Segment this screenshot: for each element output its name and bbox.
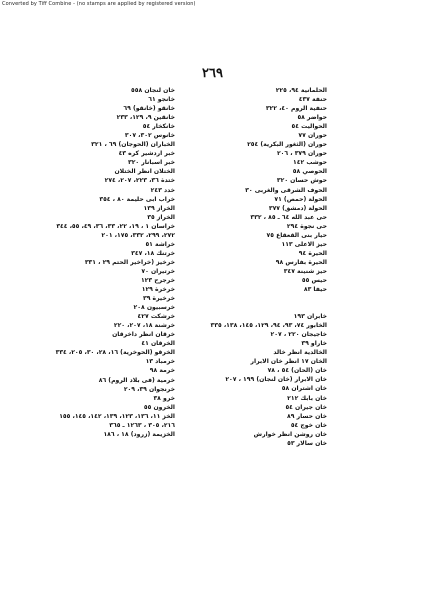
index-entry: خان (الحان) ٥٤ ، ٧٨	[267, 367, 327, 375]
index-entry: خانقو (خانقو) ٦٩	[123, 105, 175, 113]
index-entry: الحواليت ٥٤	[291, 123, 327, 131]
index-entry: خابران ١٩٣	[293, 313, 327, 321]
index-entry: الخراز ١٣٩	[143, 204, 175, 212]
index-entry: الحولة (دمشق) ٣٧٧	[268, 204, 327, 212]
index-entry: خرقان انظر داخرقان	[112, 331, 175, 339]
index-entry: خانوس ٣٠٢، ٣٠٧	[124, 132, 175, 140]
index-entry: خان الابرار (خان لنجان) ١٩٩ ، ٢٠٧	[225, 376, 327, 384]
index-entry: الخالدية انظر خالد	[273, 349, 327, 357]
index-entry: الحوصي ٥٨	[292, 168, 327, 176]
index-entry: خراب ابى حليمة ٨٠ ، ٣٥٤	[99, 195, 175, 203]
index-entry: الخرقو (الحوخرية) ١٦، ٢٨، ٣٠، ٢٠٥، ٣٣٤	[55, 349, 175, 357]
index-entry: حنفية الروم ٤٠، ٣٢٢	[265, 105, 327, 113]
index-entry: الخباران (الحوجان) ٦٩ ، ٣٢١	[91, 141, 175, 149]
index-entry: خراسان ١ ، ١٩، ٢٢، ٣٣، ٣٦، ٤٩، ٥٥، ٣٤٤	[56, 222, 175, 230]
index-entry: خان اشتران ٥٨	[281, 385, 327, 393]
index-entry: خرمباد ١٣	[145, 358, 175, 366]
index-entry: حوران ٧٧	[298, 132, 327, 140]
index-entry: خان بابك ٢١٢	[287, 394, 327, 402]
right-column-section-a	[187, 86, 327, 294]
index-entry: حوشب ١٤٢	[293, 159, 327, 167]
index-entry: حوران ٣٧٩ ، ٢٠٦	[276, 150, 327, 158]
index-entry: الخابور ٧٤، ٩٣، ٩٤، ١٢٩، ١٤٥، ١٣٨، ٣٣٥	[210, 322, 327, 330]
index-entry: حوش حسان ٣٢٠	[276, 177, 327, 185]
index-entry: خان جيران ٥٤	[285, 403, 327, 411]
index-entry: الحلمانية ٩٤، ٢٢٥	[275, 87, 327, 94]
index-entry: خان خوج ٥٤	[290, 421, 327, 429]
index-entry: خان روشن انظر خوارش	[253, 430, 327, 438]
index-entry: خرشنة ١٨، ٢٠٧، ٢٢٠	[113, 322, 175, 330]
index-entry: الخرون ٥٥	[143, 403, 175, 411]
index-entry: خرمة ٩٨	[149, 367, 175, 375]
index-entry: خانكخار ٥٤	[142, 123, 175, 131]
index-entry: خرشكت ٤٢٧	[137, 313, 175, 321]
right-column	[187, 86, 327, 448]
index-entry: الحيرة ٩٤	[298, 249, 327, 257]
index-entry: خرخيرة ٣٩	[142, 295, 175, 303]
index-entry: خرو ٣٨	[153, 394, 175, 402]
index-entry: الحولة (حمص) ٧١	[274, 195, 327, 203]
index-entry: خانقين ٩، ١٢٩، ٢٣٣	[116, 114, 175, 122]
index-entry: الخز ١١، ١٣٦، ١٢٣، ١٣٩، ١٤٢، ١٤٥، ١٥٥	[59, 412, 175, 420]
index-entry: خرجرح ١٢٣	[140, 276, 175, 284]
index-entry: حى عبد الله ٦٤ ـ ٨٥ ، ٣٣٢	[250, 213, 327, 221]
index-entry: خرتنك ١٨، ٣٤٧	[131, 249, 175, 257]
index-entry: خرنجوان ٣٩، ٢٠٩	[123, 385, 175, 393]
index-entry: حنفة ٤٣٧	[298, 96, 327, 104]
right-column-section-b	[187, 312, 327, 448]
index-entry: خرمية (فى بلاد الروم) ٨٦	[98, 376, 175, 384]
index-entry: خانجو ٦١	[148, 96, 175, 104]
index-entry: الخزيمة (زرود) ١٨ ، ١٨٦	[103, 430, 175, 438]
index-entry: خان حسار ٨٩	[287, 412, 327, 420]
index-entry: خرتيران ٧٠	[141, 267, 175, 275]
index-entry: حيز شنينة ٣٤٧	[283, 267, 327, 275]
index-entry: الختلان انظر الختلان	[114, 168, 175, 176]
left-column	[25, 86, 175, 439]
index-entry: حواضر ٥٨	[297, 114, 327, 122]
index-entry: خاراو ٣٩	[301, 340, 327, 348]
index-entry: خاجيجان ٢٢٠ ، ٢٠٧	[270, 331, 327, 339]
index-entry: خبر اردشير كره ٤٣	[118, 150, 175, 158]
index-entry: ختدة ٣٦، ٢٢٣، ٢٠٧، ٢٧٤	[104, 177, 175, 185]
index-entry: الحيرة بفارس ٩٨	[275, 258, 327, 266]
page-number: ٢٦٩	[202, 66, 223, 81]
index-entry: حوران (الثغور البكرية) ٢٥٤	[247, 141, 327, 149]
index-entry: حيس ٥٥	[301, 276, 327, 284]
index-entry: ٢١٦، ٣٠٥ ، ١٢٦٣ ـ ٣٦٥	[109, 421, 175, 429]
index-entry: الخرقان ٤١	[141, 340, 175, 348]
index-entry: خرخيز (خراخير الحتم ٢٩ ، ٣٣١	[84, 258, 175, 266]
index-entry: خرسبيون ٢٠٨	[133, 304, 175, 312]
index-entry: الخراز ٣٥	[147, 213, 175, 221]
index-entry: ٢٧٢، ٢٩٩، ٣٣٢، ١٧٥، ٢٠١	[101, 231, 175, 239]
index-entry: الحوف الشرقى والغربى ٣٠	[245, 186, 327, 194]
index-entry: حى نجوة ٢٩٤	[286, 222, 327, 230]
converter-banner: Converted by Tiff Combine - (no stamps are applied by registered version)	[2, 1, 196, 7]
index-entry: خراشة ٥١	[145, 240, 175, 248]
index-entry: حيفا ٨٣	[303, 286, 327, 294]
index-entry: خبر اسبانار ٣٢٠	[127, 159, 175, 167]
index-entry: حيار بنى القعقاع ٧٥	[266, 231, 327, 239]
index-entry: خان سالار ٥٣	[287, 439, 327, 447]
index-entry: الخان ١٧ انظر خان الابرار	[250, 358, 327, 366]
index-entry: خان لنجان ٥٥٨	[131, 87, 175, 94]
index-entry: خدد ٢٤٣	[150, 186, 175, 194]
index-entry: خرخرة ١٢٩	[141, 286, 175, 294]
index-entry: حيز الاعلى ١١٣	[281, 240, 327, 248]
section-gap	[187, 294, 327, 312]
